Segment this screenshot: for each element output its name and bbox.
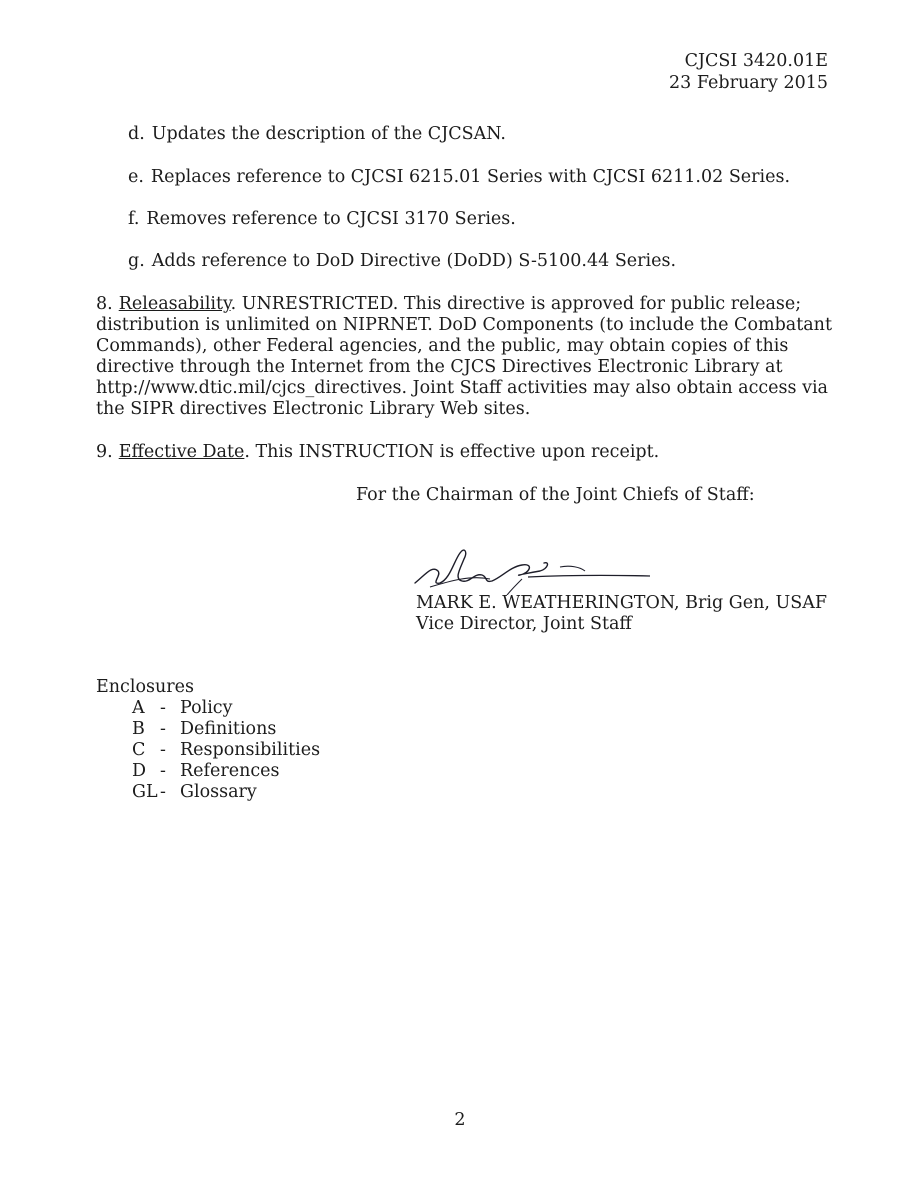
document-id: CJCSI 3420.01E xyxy=(684,51,828,71)
paragraph-releasability xyxy=(96,294,836,420)
enclosure-code: A xyxy=(132,698,145,718)
paragraph-text: . This INSTRUCTION is effective upon receipt. xyxy=(244,442,660,462)
enclosure-dash: - xyxy=(160,740,166,760)
document-header xyxy=(669,50,828,94)
enclosures-list xyxy=(132,698,320,803)
signer-title: Vice Director, Joint Staff xyxy=(416,614,632,634)
item-letter: g. xyxy=(128,251,145,271)
enclosure-label: Definitions xyxy=(180,719,277,739)
enclosure-dash: - xyxy=(160,698,166,718)
enclosure-label: Glossary xyxy=(180,782,257,802)
list-item xyxy=(132,740,320,761)
enclosure-dash: - xyxy=(160,782,166,802)
list-item-e xyxy=(128,167,790,188)
closing-line: For the Chairman of the Joint Chiefs of Staff: xyxy=(356,485,755,505)
item-letter: e. xyxy=(128,167,144,187)
item-text: Replaces reference to CJCSI 6215.01 Series with CJCSI 6211.02 Series. xyxy=(150,167,791,187)
paragraph-effective-date xyxy=(96,442,836,463)
enclosure-label: References xyxy=(180,761,280,781)
enclosures-heading: Enclosures xyxy=(96,677,194,697)
list-item xyxy=(132,782,320,803)
item-text: Removes reference to CJCSI 3170 Series. xyxy=(146,209,516,229)
enclosure-label: Responsibilities xyxy=(180,740,321,760)
paragraph-title: Releasability xyxy=(118,294,231,314)
document-date: 23 February 2015 xyxy=(669,73,828,93)
page-number: 2 xyxy=(454,1110,466,1130)
enclosure-label: Policy xyxy=(180,698,233,718)
paragraph-text: . UNRESTRICTED. This directive is approved for public release; distribution is unlimited on NIPRNET. DoD Components (to include the Combatant Commands), other Federal agencies, and the public, may obtain copies of this directive through the Internet from the CJCS Directives Electronic Library at http://www.dtic.mil/cjcs_directives. Joint Staff activities may also obtain access via the SIPR directives Electronic Library Web sites. xyxy=(96,294,832,419)
enclosure-code: GL xyxy=(132,782,158,802)
list-item xyxy=(132,761,320,782)
signature-image xyxy=(410,545,660,595)
item-text: Updates the description of the CJCSAN. xyxy=(151,124,506,144)
paragraph-number: 9. xyxy=(96,442,113,462)
item-text: Adds reference to DoD Directive (DoDD) S-5100.44 Series. xyxy=(151,251,677,271)
paragraph-number: 8. xyxy=(96,294,113,314)
enclosure-code: D xyxy=(132,761,147,781)
list-item-f xyxy=(128,209,516,230)
signer-name: MARK E. WEATHERINGTON, Brig Gen, USAF xyxy=(416,593,827,613)
list-item-d xyxy=(128,124,506,145)
enclosure-dash: - xyxy=(160,761,166,781)
item-letter: d. xyxy=(128,124,145,144)
paragraph-title: Effective Date xyxy=(118,442,245,462)
signature-block xyxy=(416,593,827,635)
enclosure-code: C xyxy=(132,740,146,760)
enclosure-dash: - xyxy=(160,719,166,739)
enclosures-section xyxy=(96,677,320,803)
list-item xyxy=(132,719,320,740)
list-item xyxy=(132,698,320,719)
item-letter: f. xyxy=(128,209,140,229)
enclosure-code: B xyxy=(132,719,145,739)
list-item-g xyxy=(128,251,676,272)
